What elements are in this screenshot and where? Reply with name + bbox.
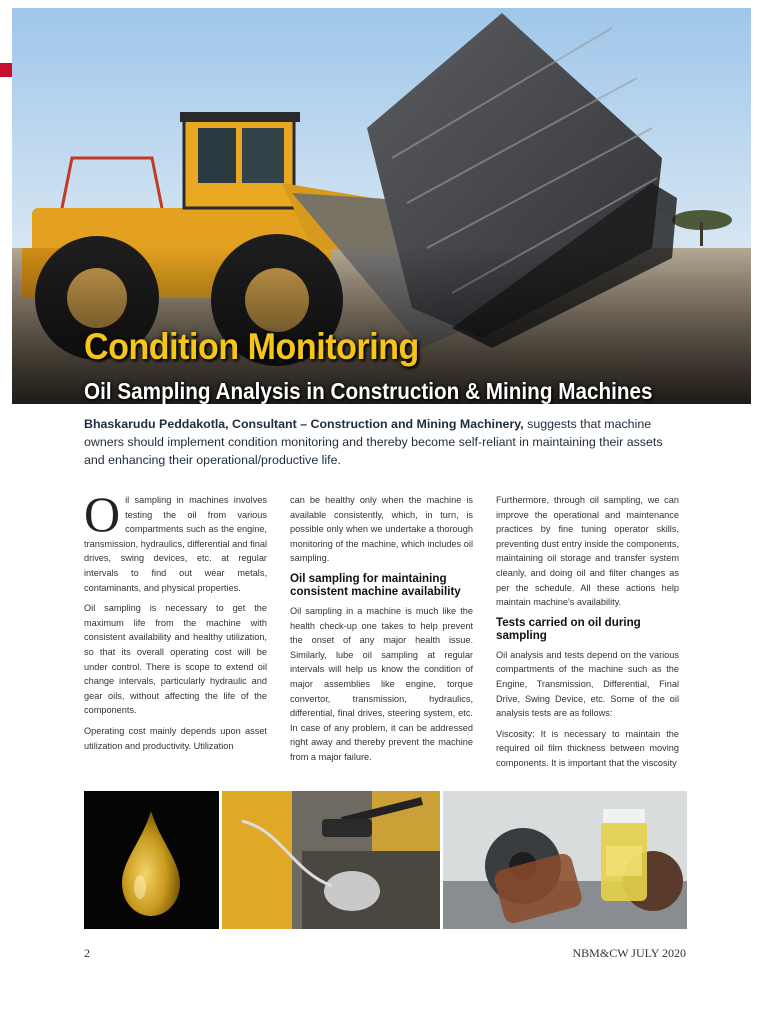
- section-heading: Oil sampling for maintaining consistent machine availability: [290, 571, 461, 599]
- paragraph: Viscosity: It is necessary to maintain the required oil film thickness between moving components. It is important that the viscosity: [496, 728, 679, 768]
- paragraph: Furthermore, through oil sampling, we can improve the operational and maintenance practices by fine tuning operator skills, preventing dust entry inside the components, maintaining oil storage and transfer system cleanly, and doing oil and filter changes as per the schedule. All these actions help maintain machine's availability.: [496, 495, 679, 608]
- paragraph: Oil sampling in a machine is much like the health check-up one takes to help prevent the onset of any major health issue. Similarly, lube oil sampling at regular intervals will help us know the condition of major assemblies like engine, torque convertor, transmission, hydraulics, differential, final drives, steering system, etc. In case of any problem, it can be addressed right away and thereby prevent the machine from a major failure.: [290, 605, 473, 762]
- page-subtitle: Oil Sampling Analysis in Construction & Mining Machines: [84, 378, 653, 404]
- article-column-1: [84, 486, 267, 759]
- paragraph: Oil sampling is necessary to get the maximum life from the machine with consistent availability and healthy utilization, so that its overall operating cost will be under control. There is scope to extend oil change intervals, particularly hydraulic and gear oils, without affecting the life of the components.: [84, 603, 267, 716]
- hero-image: [12, 8, 751, 404]
- page-title: Condition Monitoring: [84, 326, 419, 367]
- magazine-issue: NBM&CW JULY 2020: [572, 946, 686, 960]
- article-column-3: [496, 493, 679, 777]
- gears-oil-bottle-photo: [443, 791, 687, 929]
- oil-drop-photo: [84, 791, 219, 929]
- page-number: 2: [84, 946, 90, 960]
- article-column-2: [290, 493, 473, 771]
- accent-mark: [0, 63, 12, 77]
- author-byline: Bhaskarudu Peddakotla, Consultant – Construction and Mining Machinery,: [84, 417, 524, 431]
- standfirst-text: suggests that machine owners should implement condition monitoring and thereby become self-reliant in maintaining their assets and enhancing their operational/productive life.: [84, 417, 663, 467]
- drop-cap: O: [84, 486, 121, 542]
- paragraph: il sampling in machines involves testing the oil from various compartments such as the engine, transmission, hydraulics, differential and final drives, swing devices, etc. at regular intervals to find out wear metals, contaminants, and physical properties.: [84, 495, 267, 593]
- paragraph: Operating cost mainly depends upon asset utilization and productivity. Utilization: [84, 725, 267, 751]
- standfirst: [84, 415, 684, 469]
- oil-sampling-machine-photo: [222, 791, 440, 929]
- paragraph: can be healthy only when the machine is available consistently, which, in turn, is possible only when we undertake a thorough monitoring of the machine, which includes oil sampling.: [290, 495, 473, 564]
- section-heading: Tests carried on oil during sampling: [496, 615, 641, 643]
- paragraph: Oil analysis and tests depend on the various compartments of the machine such as the Engine, Transmission, Differential, Final Drive, Swing Device, etc. Some of the oil analysis tests are as follows:: [496, 649, 679, 719]
